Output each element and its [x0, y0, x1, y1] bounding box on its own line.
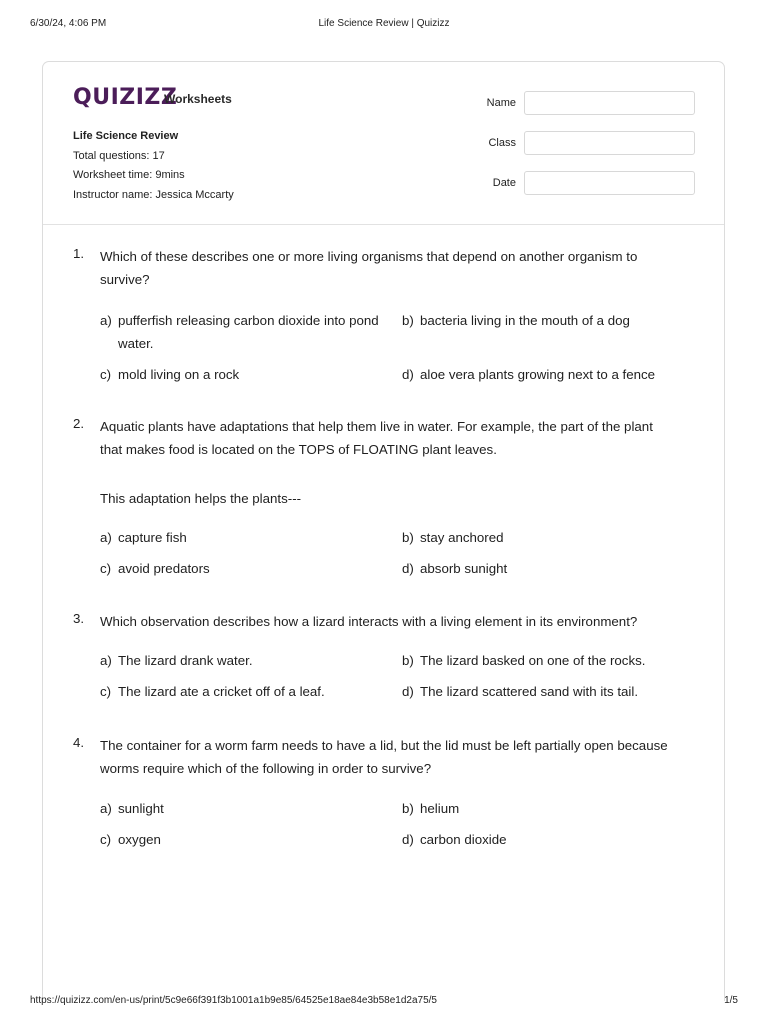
- question-2: [73, 416, 673, 576]
- worksheet-meta: [73, 127, 234, 205]
- option-text: bacteria living in the mouth of a dog: [420, 313, 630, 328]
- option-text: sunlight: [118, 801, 164, 816]
- option-text: absorb sunight: [420, 561, 508, 576]
- worksheet-header: [43, 62, 724, 225]
- option-letter: b): [402, 653, 414, 668]
- question-text: Which observation describes how a lizard interacts with a living element in its environment?: [100, 614, 638, 629]
- option-letter: c): [100, 832, 112, 847]
- option-letter: a): [100, 801, 112, 816]
- option-text: The lizard scattered sand with its tail.: [420, 684, 639, 699]
- option-letter: a): [100, 530, 112, 545]
- print-datetime: 6/30/24, 4:06 PM: [30, 18, 107, 29]
- option-letter: d): [402, 832, 414, 847]
- total-questions: Total questions: 17: [73, 149, 165, 162]
- question-number: 3.: [73, 611, 85, 626]
- question-subtext: This adaptation helps the plants---: [100, 491, 302, 506]
- print-footer: [30, 995, 738, 1009]
- option-letter: a): [100, 653, 112, 668]
- logo-subtitle: Worksheets: [164, 92, 232, 106]
- option-letter: d): [402, 367, 414, 382]
- option-text: oxygen: [118, 832, 161, 847]
- print-page-title: Life Science Review | Quizizz: [318, 18, 450, 29]
- option-text: The lizard basked on one of the rocks.: [420, 653, 646, 668]
- option-text: aloe vera plants growing next to a fence: [420, 367, 656, 382]
- option-letter: b): [402, 530, 414, 545]
- worksheet-title: Life Science Review: [73, 130, 179, 142]
- question-number: 2.: [73, 416, 85, 431]
- question-text: Aquatic plants have adaptations that help them live in water. For example, the part of the plant that makes food is located on the TOPS of FLOATING plant leaves.: [100, 419, 653, 457]
- option-text: helium: [420, 801, 460, 816]
- name-label: Name: [486, 97, 516, 109]
- worksheet-time: Worksheet time: 9mins: [73, 169, 185, 181]
- option-text: pufferfish releasing carbon dioxide into pond water.: [118, 313, 379, 351]
- question-number: 4.: [73, 735, 85, 750]
- date-label: Date: [492, 177, 516, 189]
- option-text: The lizard drank water.: [118, 653, 253, 668]
- question-1: [73, 246, 673, 386]
- option-letter: b): [402, 313, 414, 328]
- instructor-name: Instructor name: Jessica Mccarty: [73, 188, 234, 201]
- question-3: [73, 611, 673, 701]
- print-page-number: 1/5: [724, 995, 738, 1006]
- option-text: capture fish: [118, 530, 187, 545]
- question-number: 1.: [73, 246, 85, 261]
- option-letter: a): [100, 313, 112, 328]
- logo-wordmark: QUIZIZZ: [73, 85, 178, 110]
- option-letter: d): [402, 561, 414, 576]
- option-text: avoid predators: [118, 561, 210, 576]
- quizizz-logo: [73, 85, 177, 115]
- question-4: [73, 735, 673, 855]
- print-header: [30, 18, 738, 32]
- name-field[interactable]: [524, 91, 695, 115]
- worksheet-sheet: [42, 61, 725, 1001]
- option-letter: c): [100, 684, 112, 699]
- class-label: Class: [488, 137, 516, 149]
- option-letter: c): [100, 561, 112, 576]
- option-text: The lizard ate a cricket off of a leaf.: [118, 684, 325, 699]
- option-letter: d): [402, 684, 414, 699]
- question-text: Which of these describes one or more living organisms that depend on another organism to survive?: [100, 249, 638, 287]
- class-field[interactable]: [524, 131, 695, 155]
- option-text: carbon dioxide: [420, 832, 507, 847]
- option-letter: c): [100, 367, 112, 382]
- option-text: stay anchored: [420, 530, 504, 545]
- option-text: mold living on a rock: [118, 367, 240, 382]
- question-text: The container for a worm farm needs to have a lid, but the lid must be left partially open because worms require which of the following in order to survive?: [100, 738, 668, 776]
- print-url: https://quizizz.com/en-us/print/5c9e66f391f3b1001a1b9e85/64525e18ae84e3b58e1d2a75/5: [30, 995, 437, 1006]
- date-field[interactable]: [524, 171, 695, 195]
- option-letter: b): [402, 801, 414, 816]
